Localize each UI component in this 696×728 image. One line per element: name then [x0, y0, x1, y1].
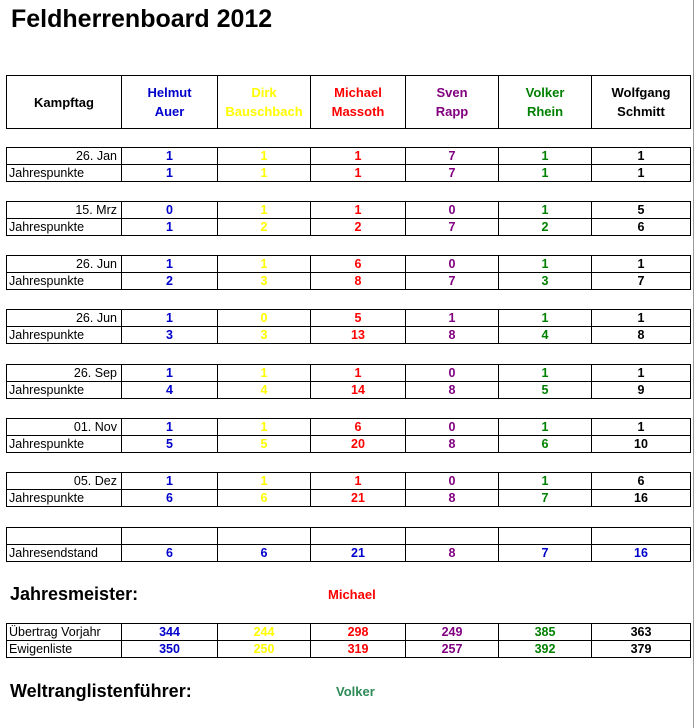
final-table — [6, 527, 691, 562]
round-points: 0 — [406, 365, 499, 382]
round-points: 1 — [499, 202, 592, 219]
round-date: 15. Mrz — [7, 202, 122, 219]
jahrespunkte-label: Jahrespunkte — [7, 165, 122, 182]
jahrespunkte-row — [7, 382, 691, 399]
round-points: 5 — [592, 202, 691, 219]
final-value: 7 — [499, 545, 592, 562]
jahrespunkte-label: Jahrespunkte — [7, 436, 122, 453]
round-points: 1 — [311, 473, 406, 490]
jahrespunkte-label: Jahrespunkte — [7, 327, 122, 344]
jahrespunkte-label: Jahrespunkte — [7, 219, 122, 236]
eternal-value: 249 — [406, 624, 499, 641]
annual-points: 1 — [592, 165, 691, 182]
annual-points: 6 — [218, 490, 311, 507]
round-points: 1 — [218, 365, 311, 382]
annual-points: 4 — [499, 327, 592, 344]
round-date-row — [7, 148, 691, 165]
annual-points: 1 — [122, 165, 218, 182]
round-points: 1 — [592, 148, 691, 165]
annual-points: 3 — [218, 273, 311, 290]
annual-points: 3 — [122, 327, 218, 344]
round-points: 1 — [499, 365, 592, 382]
annual-points: 5 — [218, 436, 311, 453]
round-points: 0 — [406, 202, 499, 219]
round-points: 1 — [218, 256, 311, 273]
round-points: 7 — [406, 148, 499, 165]
round-points: 1 — [122, 365, 218, 382]
round-date: 26. Jun — [7, 310, 122, 327]
annual-points: 1 — [311, 165, 406, 182]
annual-points: 8 — [311, 273, 406, 290]
annual-points: 3 — [218, 327, 311, 344]
round-points: 1 — [311, 148, 406, 165]
header-player: Volker Rhein — [499, 76, 592, 129]
round-points: 1 — [592, 419, 691, 436]
round-points: 1 — [218, 473, 311, 490]
annual-points: 5 — [122, 436, 218, 453]
round-points: 1 — [499, 310, 592, 327]
eternal-value: 363 — [592, 624, 691, 641]
eternal-value: 298 — [311, 624, 406, 641]
round-points: 1 — [406, 310, 499, 327]
page-edge-line — [693, 0, 694, 728]
eternal-value: 257 — [406, 641, 499, 658]
jahrespunkte-row — [7, 327, 691, 344]
header-table — [6, 75, 691, 129]
annual-points: 7 — [592, 273, 691, 290]
final-row — [7, 545, 691, 562]
jahrespunkte-row — [7, 273, 691, 290]
annual-points: 8 — [592, 327, 691, 344]
round-date: 26. Jan — [7, 148, 122, 165]
round-date-row — [7, 419, 691, 436]
round-date: 26. Sep — [7, 365, 122, 382]
annual-points: 4 — [218, 382, 311, 399]
round-points: 1 — [311, 202, 406, 219]
annual-points: 7 — [499, 490, 592, 507]
eternal-value: 379 — [592, 641, 691, 658]
eternal-value: 350 — [122, 641, 218, 658]
annual-points: 2 — [122, 273, 218, 290]
annual-points: 3 — [499, 273, 592, 290]
round-points: 1 — [218, 148, 311, 165]
round-points: 1 — [311, 365, 406, 382]
header-row — [7, 76, 691, 129]
round-points: 0 — [122, 202, 218, 219]
annual-points: 1 — [122, 219, 218, 236]
final-label: Jahresendstand — [7, 545, 122, 562]
round-points: 0 — [406, 419, 499, 436]
annual-points: 8 — [406, 327, 499, 344]
round-date-row — [7, 473, 691, 490]
header-player: Helmut Auer — [122, 76, 218, 129]
eternal-value: 385 — [499, 624, 592, 641]
round-table — [6, 255, 691, 290]
annual-points: 21 — [311, 490, 406, 507]
round-points: 1 — [592, 365, 691, 382]
round-date: 01. Nov — [7, 419, 122, 436]
annual-points: 6 — [592, 219, 691, 236]
round-table — [6, 472, 691, 507]
annual-points: 8 — [406, 382, 499, 399]
round-date-row — [7, 310, 691, 327]
round-points: 1 — [122, 419, 218, 436]
annual-points: 8 — [406, 490, 499, 507]
round-points: 1 — [122, 473, 218, 490]
annual-points: 13 — [311, 327, 406, 344]
round-date-row — [7, 202, 691, 219]
annual-points: 1 — [499, 165, 592, 182]
round-points: 1 — [122, 148, 218, 165]
round-points: 1 — [499, 419, 592, 436]
annual-points: 8 — [406, 436, 499, 453]
annual-points: 2 — [311, 219, 406, 236]
final-value: 8 — [406, 545, 499, 562]
round-points: 1 — [592, 310, 691, 327]
annual-points: 2 — [218, 219, 311, 236]
annual-points: 9 — [592, 382, 691, 399]
eternal-label: Übertrag Vorjahr — [7, 624, 122, 641]
jahresmeister-name: Michael — [328, 587, 376, 602]
eternal-value: 392 — [499, 641, 592, 658]
final-empty-row — [7, 528, 691, 545]
round-date: 26. Jun — [7, 256, 122, 273]
final-value: 6 — [218, 545, 311, 562]
round-table — [6, 364, 691, 399]
eternal-table — [6, 623, 691, 658]
header-player: Michael Massoth — [311, 76, 406, 129]
round-table — [6, 147, 691, 182]
jahrespunkte-row — [7, 436, 691, 453]
annual-points: 5 — [499, 382, 592, 399]
jahresmeister-label: Jahresmeister: — [10, 584, 139, 604]
eternal-value: 244 — [218, 624, 311, 641]
round-table — [6, 309, 691, 344]
round-points: 6 — [311, 419, 406, 436]
round-points: 1 — [592, 256, 691, 273]
round-date: 05. Dez — [7, 473, 122, 490]
annual-points: 6 — [499, 436, 592, 453]
annual-points: 7 — [406, 165, 499, 182]
round-points: 0 — [406, 473, 499, 490]
annual-points: 10 — [592, 436, 691, 453]
round-points: 5 — [311, 310, 406, 327]
annual-points: 2 — [499, 219, 592, 236]
jahrespunkte-row — [7, 165, 691, 182]
eternal-value: 319 — [311, 641, 406, 658]
round-date-row — [7, 256, 691, 273]
round-points: 0 — [406, 256, 499, 273]
round-date-row — [7, 365, 691, 382]
annual-points: 7 — [406, 219, 499, 236]
jahrespunkte-label: Jahrespunkte — [7, 490, 122, 507]
eternal-value: 344 — [122, 624, 218, 641]
header-kampftag: Kampftag — [7, 76, 122, 129]
eternal-row — [7, 624, 691, 641]
final-value: 21 — [311, 545, 406, 562]
eternal-label: Ewigenliste — [7, 641, 122, 658]
annual-points: 20 — [311, 436, 406, 453]
round-points: 1 — [499, 148, 592, 165]
round-points: 1 — [499, 256, 592, 273]
weltrangliste-label: Weltranglistenführer: — [10, 681, 192, 701]
annual-points: 16 — [592, 490, 691, 507]
round-points: 1 — [499, 473, 592, 490]
round-points: 1 — [218, 419, 311, 436]
round-table — [6, 201, 691, 236]
eternal-row — [7, 641, 691, 658]
round-table — [6, 418, 691, 453]
annual-points: 4 — [122, 382, 218, 399]
jahrespunkte-label: Jahrespunkte — [7, 382, 122, 399]
annual-points: 7 — [406, 273, 499, 290]
round-points: 1 — [122, 256, 218, 273]
round-points: 0 — [218, 310, 311, 327]
header-player: Dirk Bauschbach — [218, 76, 311, 129]
round-points: 6 — [311, 256, 406, 273]
weltrangliste-name: Volker — [336, 684, 375, 699]
header-player: Wolfgang Schmitt — [592, 76, 691, 129]
header-player: Sven Rapp — [406, 76, 499, 129]
round-points: 1 — [218, 202, 311, 219]
annual-points: 1 — [218, 165, 311, 182]
eternal-value: 250 — [218, 641, 311, 658]
round-points: 1 — [122, 310, 218, 327]
annual-points: 14 — [311, 382, 406, 399]
page-title: Feldherrenboard 2012 — [11, 5, 273, 33]
jahrespunkte-row — [7, 219, 691, 236]
final-value: 16 — [592, 545, 691, 562]
round-points: 6 — [592, 473, 691, 490]
jahrespunkte-row — [7, 490, 691, 507]
jahrespunkte-label: Jahrespunkte — [7, 273, 122, 290]
final-value: 6 — [122, 545, 218, 562]
annual-points: 6 — [122, 490, 218, 507]
